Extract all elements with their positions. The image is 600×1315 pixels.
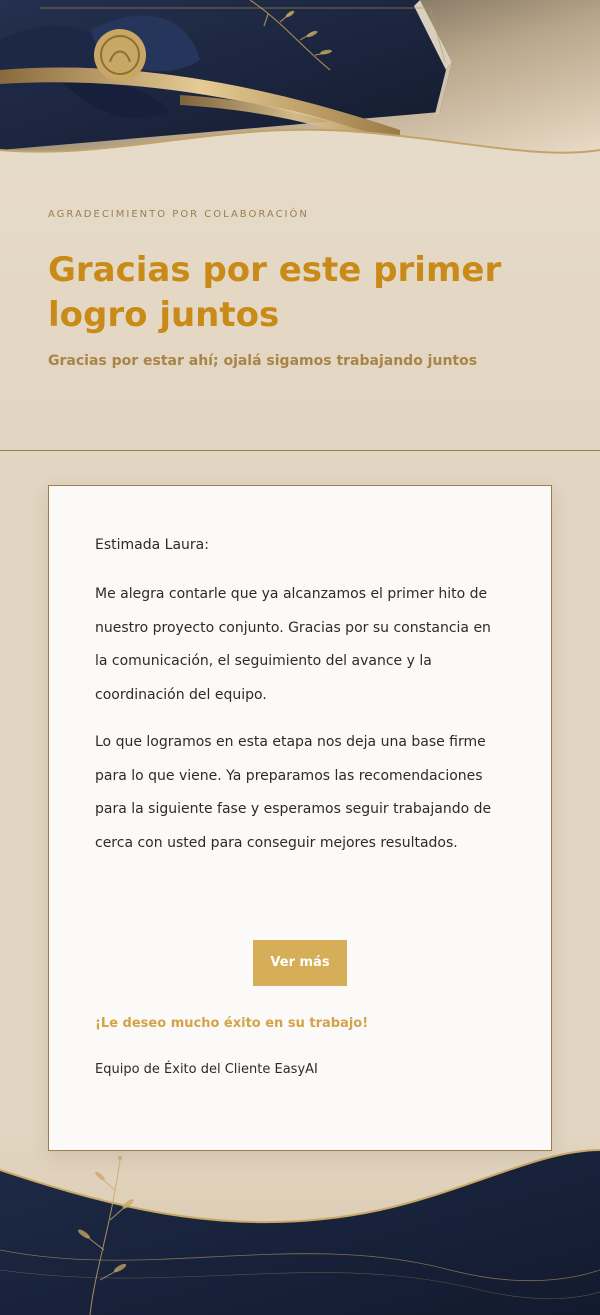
letter-body	[95, 532, 505, 1077]
see-more-button[interactable]: Ver más	[253, 940, 347, 986]
book-with-wax-seal-icon	[0, 0, 600, 170]
letter-paragraph: Lo que logramos en esta etapa nos deja una base firme para lo que viene. Ya preparamos las recomendaciones para la siguiente fase y esperamos seguir trabajando de cerca con usted para conseguir mejores resultados.	[95, 734, 492, 851]
signature: Equipo de Éxito del Cliente EasyAI	[95, 1062, 318, 1077]
eyebrow-label: AGRADECIMIENTO POR COLABORACIÓN	[48, 209, 309, 220]
letter-greeting: Estimada Laura:	[95, 537, 209, 553]
cta-container	[95, 940, 505, 986]
page-subtitle: Gracias por estar ahí; ojalá sigamos trabajando juntos	[48, 353, 478, 369]
footer-decoration	[0, 1130, 600, 1315]
hero-image	[0, 0, 600, 170]
page-title: Gracias por este primer logro juntos	[48, 250, 502, 335]
letter-paragraph: Me alegra contarle que ya alcanzamos el primer hito de nuestro proyecto conjunto. Gracias por su constancia en la comunicación, el seguimiento del avance y la coordinación del equipo.	[95, 586, 491, 703]
section-divider	[0, 450, 600, 451]
closing-wish: ¡Le deseo mucho éxito en su trabajo!	[95, 1016, 369, 1031]
letter-card	[48, 485, 552, 1151]
